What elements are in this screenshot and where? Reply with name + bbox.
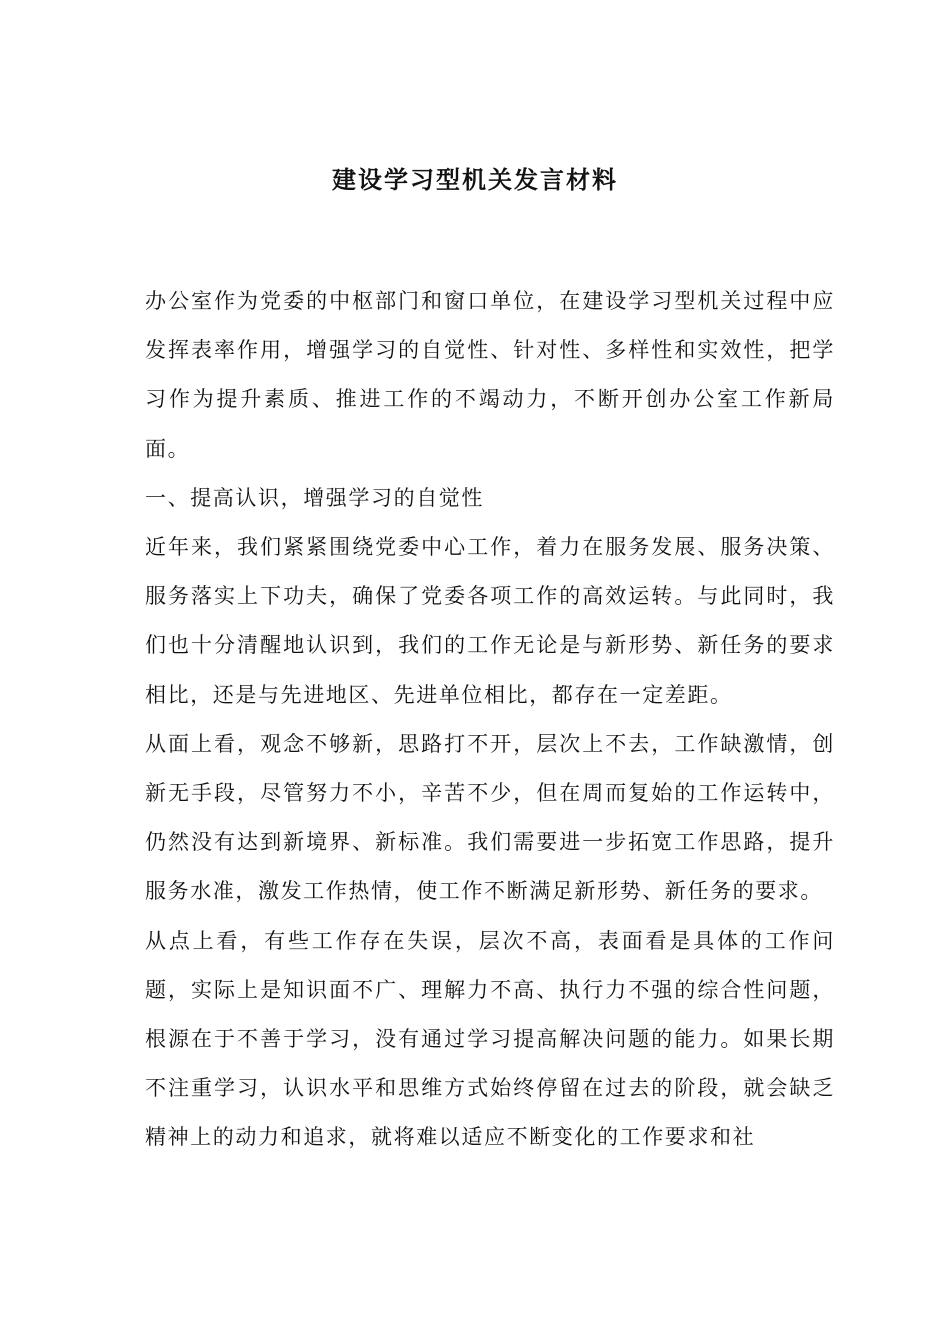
paragraph-intro: 办公室作为党委的中枢部门和窗口单位，在建设学习型机关过程中应发挥表率作用，增强学习的自觉性、针对性、多样性和实效性，把学习作为提升素质、推进工作的不竭动力，不断开创办公室工作新局面。 <box>145 289 835 461</box>
paragraph-overview: 从面上看，观念不够新，思路打不开，层次上不去，工作缺激情，创新无手段，尽管努力不小，辛苦不少，但在周而复始的工作运转中，仍然没有达到新境界、新标准。我们需要进一步拓宽工作思路，提升服务水准，激发工作热情，使工作不断满足新形势、新任务的要求。 <box>145 731 835 904</box>
paragraph-details: 从点上看，有些工作存在失误，层次不高，表面看是具体的工作问题，实际上是知识面不广、理解力不高、执行力不强的综合性问题，根源在于不善于学习，没有通过学习提高解决问题的能力。如果长期不注重学习，认识水平和思维方式始终停留在过去的阶段，就会缺乏精神上的动力和追求，就将难以适应不断变化的工作要求和社 <box>145 928 835 1150</box>
document-title: 建设学习型机关发言材料 <box>332 165 618 194</box>
section-heading-1: 一、提高认识，增强学习的自觉性 <box>145 485 484 510</box>
paragraph-recent-years: 近年来，我们紧紧围绕党委中心工作，着力在服务发展、服务决策、服务落实上下功夫，确保了党委各项工作的高效运转。与此同时，我们也十分清醒地认识到，我们的工作无论是与新形势、新任务的要求相比，还是与先进地区、先进单位相比，都存在一定差距。 <box>145 535 835 707</box>
document-body <box>145 277 835 1163</box>
